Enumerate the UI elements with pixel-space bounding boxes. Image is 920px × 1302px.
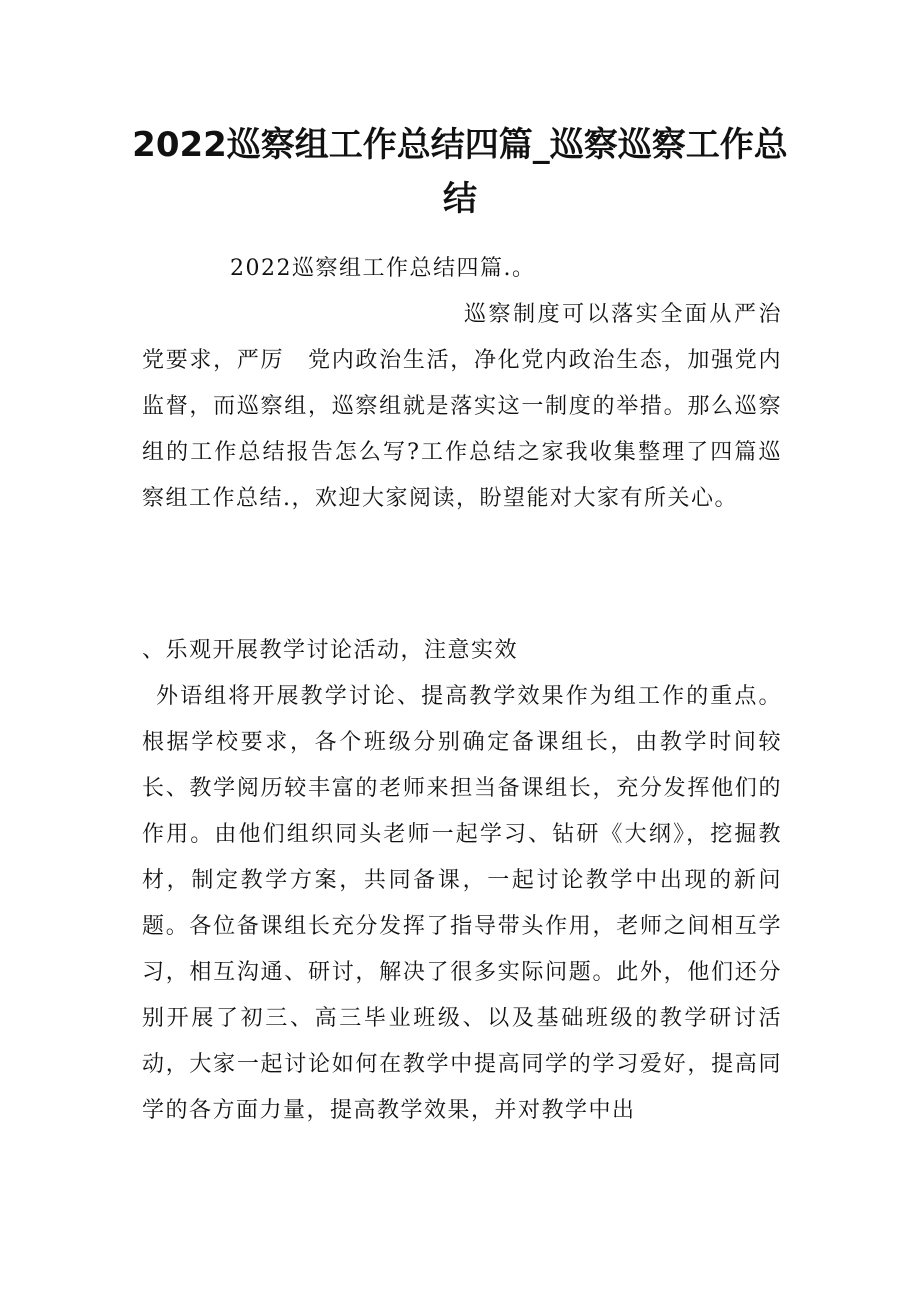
section-heading: 、乐观开展教学讨论活动，注意实效	[142, 638, 519, 663]
section-paragraph: 外语组将开展教学讨论、提高教学效果作为组工作的重点。根据学校要求，各个班级分别确定备课组长，由教学时间较长、教学阅历较丰富的老师来担当备课组长，充分发挥他们的作用。由他们组织同头老师一起学习、钻研《大纲》，挖掘教材，制定教学方案，共同备课，一起讨论教学中出现的新问题。各位备课组长充分发挥了指导带头作用，老师之间相互学习，相互沟通、研讨，解决了很多实际问题。此外，他们还分别开展了初三、高三毕业班级、以及基础班级的教学研讨活动，大家一起讨论如何在教学中提高同学的学习爱好，提高同学的各方面力量，提高教学效果，并对教学中出	[142, 684, 782, 1123]
document-title: 2022巡察组工作总结四篇_巡察巡察工作总结	[132, 125, 788, 219]
document-subtitle: 2022巡察组工作总结四篇.。	[230, 256, 536, 281]
intro-paragraph: 巡察制度可以落实全面从严治党要求，严厉 党内政治生活，净化党内政治生态，加强党内监督，而巡察组，巡察组就是落实这一制度的举措。那么巡察组的工作总结报告怎么写?工作总结之家我收集整理了四篇巡察组工作总结.，欢迎大家阅读，盼望能对大家有所关心。	[142, 302, 782, 511]
